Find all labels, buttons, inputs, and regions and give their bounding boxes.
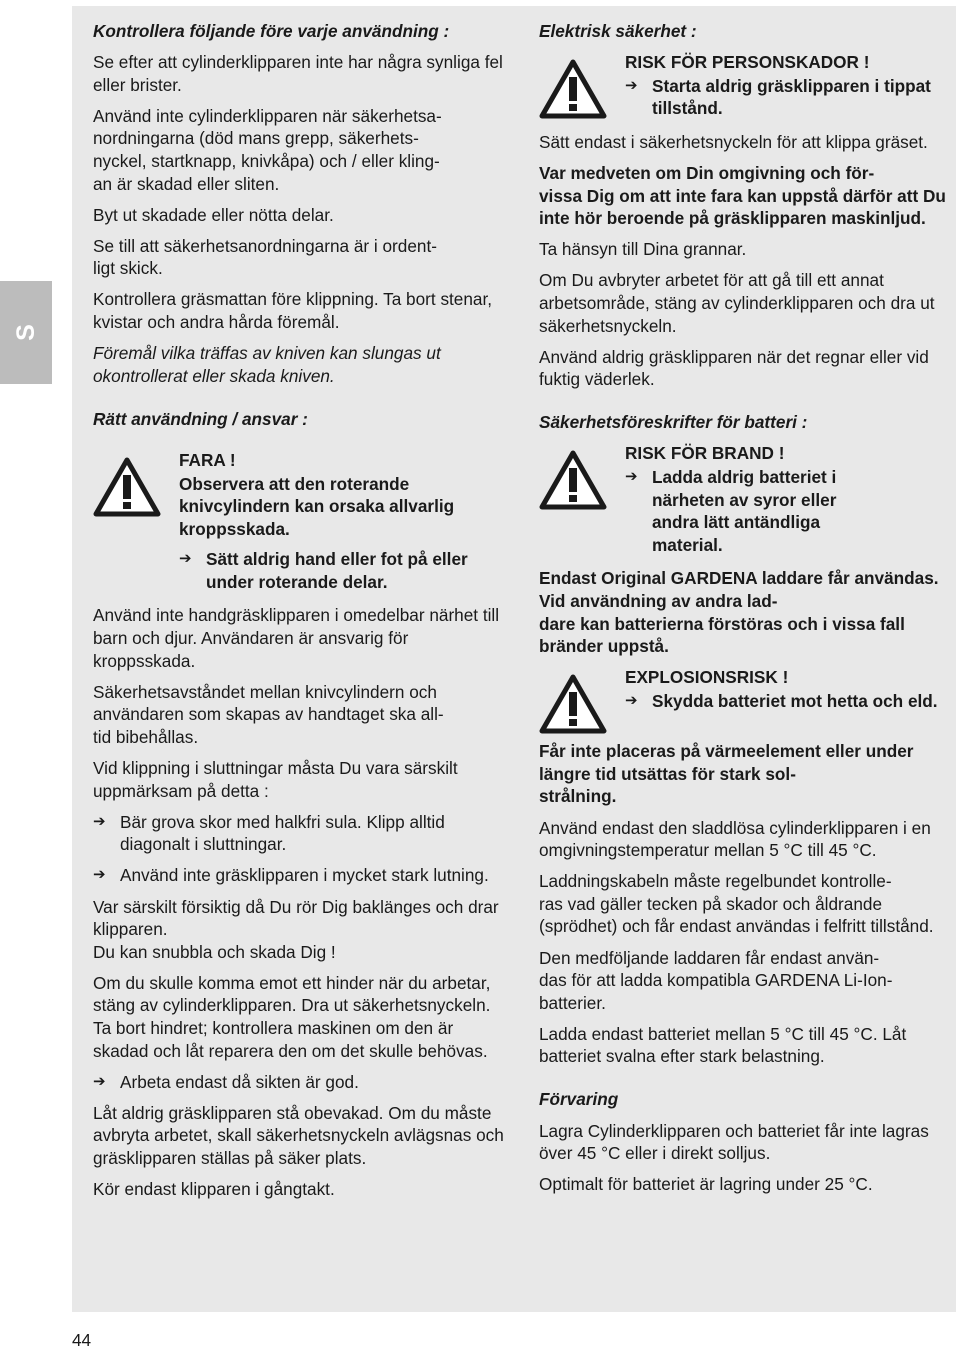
para-walk: Kör endast klipparen i gångtakt. (93, 1179, 335, 1200)
heading-storage: Förvaring (539, 1089, 619, 1110)
warning-triangle-icon (539, 442, 625, 561)
para-key: Sätt endast i säkerhetsnyckeln för att klippa gräset. (539, 131, 928, 152)
check-para: Använd inte cylinderklipparen när säkerhetsa- nordningarna (död mans grepp, säkerhets- nyckel, startknapp, knivkåpa) och / eller kling- an är skadad eller sliten. (93, 105, 442, 194)
usage-para: Använd inte handgräsklipparen i omedelbar närhet till barn och djur. Användaren är ansvarig för kroppsskada. (93, 605, 500, 671)
language-tab-label: S (11, 324, 40, 341)
arrow-right-icon: ➔ (625, 468, 638, 485)
para-aware: Var medveten om Din omgivning och för- vissa Dig om att inte fara kan uppstå därför att Du inte hör beroende på gräsklipparen maskinljud. (539, 162, 946, 229)
para-cable: Laddningskabeln måste regelbundet kontrolle- ras vad gäller tecken på skador och åldrande (sprödhet) och får endast användas i felfritt tillstånd. (539, 871, 934, 937)
arrow-right-icon: ➔ (93, 866, 106, 884)
warning-title: RISK FÖR BRAND ! (625, 443, 785, 464)
warning-fire (539, 442, 957, 561)
usage-para: Vid klippning i sluttningar måsta Du vara särskilt uppmärksam på detta : (93, 758, 458, 801)
language-tab (0, 281, 52, 384)
slope-bullet (93, 811, 508, 856)
right-column (539, 20, 957, 1204)
warning-bullet (625, 75, 957, 120)
arrow-right-icon: ➔ (179, 550, 192, 568)
slope-bullet-text: Använd inte gräsklipparen i mycket stark lutning. (120, 865, 489, 886)
sight-bullet (93, 1071, 508, 1094)
warning-bullet (625, 466, 957, 556)
para-charge-temp: Ladda endast batteriet mellan 5 °C till 45 °C. Låt batteriet svalna efter stark belastning. (539, 1023, 907, 1067)
para-original: Endast Original GARDENA laddare får användas. Vid användning av andra lad- dare kan batterierna förstöras och i vissa fall bränder uppstå. (539, 568, 939, 657)
warning-explosion (539, 666, 957, 734)
para-rain: Använd aldrig gräsklipparen när det regnar eller vid fuktig väderlek. (539, 346, 929, 390)
para-heat: Får inte placeras på värmeelement eller under längre tid utsättas för stark sol- strålning. (539, 741, 914, 807)
usage-para: Säkerhetsavståndet mellan knivcylindern och användaren som skapas av handtaget ska all- tid bibehållas. (93, 681, 444, 747)
arrow-right-icon: ➔ (625, 691, 638, 709)
warning-bullet-text: Starta aldrig gräsklipparen i tippat tillstånd. (652, 75, 931, 119)
para-storage: Lagra Cylinderklipparen och batteriet får inte lagras över 45 °C eller i direkt solljus. (539, 1120, 929, 1164)
para-optimal: Optimalt för batteriet är lagring under 25 °C. (539, 1174, 873, 1195)
slope-bullet (93, 864, 508, 887)
warning-triangle-icon (93, 449, 179, 599)
warning-title: RISK FÖR PERSONSKADOR ! (625, 52, 870, 73)
warning-triangle-icon (539, 51, 625, 125)
sight-bullet-text: Arbeta endast då sikten är god. (120, 1071, 359, 1092)
warning-bullet-text: Skydda batteriet mot hetta och eld. (652, 690, 938, 711)
warning-bullet-text: Ladda aldrig batteriet i närheten av syror eller andra lätt antändliga material. (652, 467, 837, 555)
para-unattended: Låt aldrig gräsklipparen stå obevakad. Om du måste avbryta arbetet, skall säkerhetsnyckeln avlägsnas och gräsklipparen ställas på säker plats. (93, 1102, 504, 1168)
check-italic-note: Föremål vilka träffas av kniven kan slungas ut okontrollerat eller skada kniven. (93, 343, 441, 386)
para-temp: Använd endast den sladdlösa cylinderklipparen i en omgivningstemperatur mellan 5 °C till 45 °C. (539, 817, 931, 861)
para-backwards: Var särskilt försiktig då Du rör Dig baklänges och drar klipparen. Du kan snubbla och skada Dig ! (93, 896, 499, 962)
para-obstacle: Om du skulle komma emot ett hinder när du arbetar, stäng av cylinderklipparen. Dra ut säkerhetsnyckeln. Ta bort hindret; kontrollera maskinen om den är skadad och låt reparera den om det skulle behövas. (93, 972, 491, 1061)
check-para: Kontrollera gräsmattan före klippning. Ta bort stenar, kvistar och andra hårda föremål. (93, 289, 493, 333)
warning-title: EXPLOSIONSRISK ! (625, 667, 789, 688)
warning-bullet-text: Sätt aldrig hand eller fot på eller under roterande delar. (206, 549, 468, 592)
slope-bullet-text: Bär grova skor med halkfri sula. Klipp alltid diagonalt i sluttningar. (120, 811, 445, 855)
check-para: Se till att säkerhetsanordningarna är i ordent- ligt skick. (93, 235, 437, 279)
arrow-right-icon: ➔ (93, 812, 106, 830)
para-neighbors: Ta hänsyn till Dina grannar. (539, 239, 747, 260)
warning-danger (93, 449, 508, 599)
para-charger: Den medföljande laddaren får endast använ- das för att ladda kompatibla GARDENA Li-Ion- batterier. (539, 947, 893, 1013)
heading-electric: Elektrisk säkerhet : (539, 21, 697, 41)
warning-injury (539, 51, 957, 125)
check-para: Byt ut skadade eller nötta delar. (93, 204, 334, 225)
warning-bullet (179, 548, 508, 593)
heading-battery: Säkerhetsföreskrifter för batteri : (539, 412, 808, 433)
page-number: 44 (72, 1330, 92, 1350)
warning-triangle-icon (539, 666, 625, 734)
left-column (93, 20, 508, 1209)
heading-check: Kontrollera följande före varje användning : (93, 21, 450, 41)
arrow-right-icon: ➔ (93, 1072, 106, 1090)
para-interrupt: Om Du avbryter arbetet för att gå till ett annat arbetsområde, stäng av cylinderklipparen och dra ut säkerhetsnyckeln. (539, 270, 935, 336)
heading-usage: Rätt användning / ansvar : (93, 408, 308, 429)
warning-title: FARA ! (179, 449, 236, 470)
warning-text: Observera att den roterande knivcylindern kan orsaka allvarlig kroppsskada. (179, 473, 455, 539)
arrow-right-icon: ➔ (625, 76, 638, 94)
warning-bullet (625, 690, 957, 713)
check-para: Se efter att cylinderklipparen inte har några synliga fel eller brister. (93, 52, 503, 95)
